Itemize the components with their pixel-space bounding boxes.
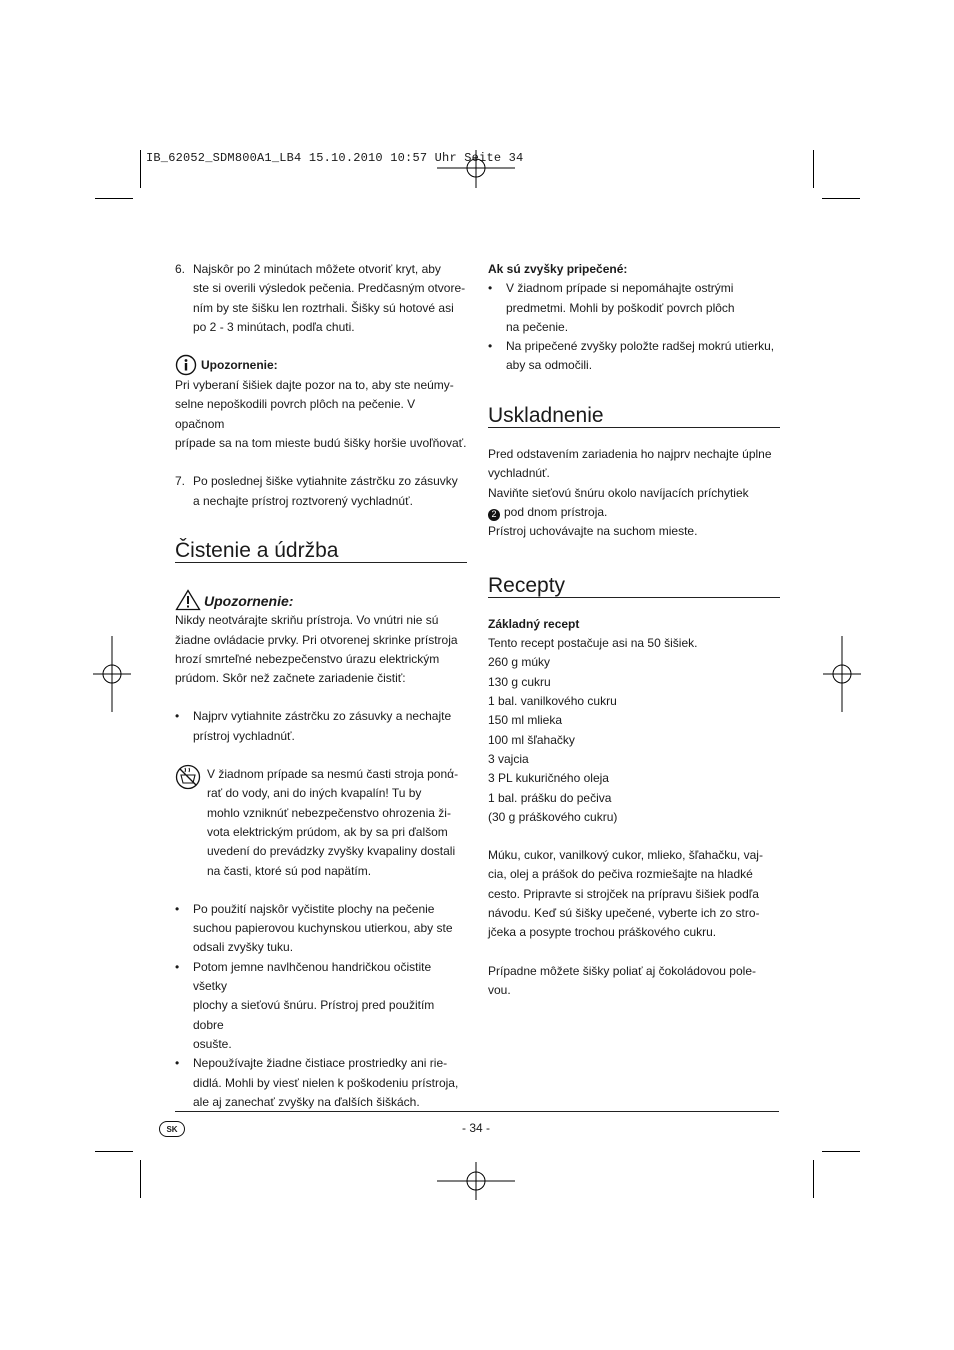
list-item: • V žiadnom prípade si nepomáhajte ostrými predmetmi. Mohli by poškodiť povrch plôch na pečenie. (488, 281, 735, 334)
info-icon (175, 354, 197, 376)
section-title-cleaning: Čistenie a údržba (175, 541, 467, 563)
footer-rule (175, 1111, 779, 1112)
right-column (488, 260, 780, 1000)
warning-block: Upozornenie: Nikdy neotvárajte skriňu prístroja. Vo vnútri nie sú žiadne ovládacie prvky. Pri otvorenej skrinke prístroja hrozí smrteľné nebezpečenstvo úrazu elektrickým prúdom. Skôr než začnete zariadenie čistiť: (175, 589, 467, 688)
print-header: IB_62052_SDM800A1_LB4 15.10.2010 10:57 Uhr Seite 34 (146, 151, 524, 165)
section-title-storage: Uskladnenie (488, 406, 780, 428)
list-item: • Na pripečené zvyšky položte radšej mokrú utierku, aby sa odmočili. (488, 339, 775, 373)
language-badge: SK (159, 1121, 185, 1137)
warning-triangle-icon (175, 589, 201, 611)
basic-recipe: Základný recept Tento recept postačuje asi na 50 šišiek. 260 g múky 130 g cukru 1 bal. vanilkového cukru 150 ml mlieka 100 ml šľahačky 3 vajcia 3 PL kukuričného oleja 1 bal. prášku do pečiva (30 g práškového cukru) (488, 616, 698, 824)
no-water-note: V žiadnom prípade sa nesmú časti stroja ponά- rať do vody, ani do iných kvapalín! Tu by mohlo vzniknúť nebezpečenstvo ohrozenia ži- vota elektrickým prúdom, ak by sa pri ďalšom uvedení do prevádzky zvyšky kvapaliny dostali na časti, ktoré sú pod napätím. (175, 765, 467, 881)
storage-text: Pred odstavením zariadenia ho najprv nechajte úplne vychladnúť. Naviňte sieťovú šnúru okolo navíjacích príchytiek 2 pod dnom prístroja. Prístroj uchovávajte na suchom mieste. (488, 447, 772, 539)
list-item: • Potom jemne navlhčenou handričkou očistite všetky plochy a sieťovú šnúru. Prístroj pred použitím dobre osušte. (175, 959, 435, 1051)
step-7: 7. Po poslednej šiške vytiahnite zástrčku zo zásuvky a nechajte prístroj roztvorený vychladnúť. (175, 474, 458, 508)
note-info: Upozornenie: Pri vyberaní šišiek dajte pozor na to, aby ste neúmy- selne nepoškodili povrch plôch na pečenie. V opačnom prípade sa na tom mieste budú šišky horšie uvoľňovať. (175, 354, 467, 453)
section-title-recipes: Recepty (488, 576, 780, 598)
step-6: 6. Najskôr po 2 minútach môžete otvoriť kryt, aby ste si overili výsledok pečenia. Predčasným otvore- ním by ste šišku len roztrhali. Šišky sú hotové asi po 2 - 3 minútach, podľa chuti. (175, 262, 466, 334)
cleaning-bullets (175, 900, 467, 1112)
page-number: - 34 - (461, 1121, 490, 1135)
left-column (175, 260, 467, 1112)
list-item: • Najprv vytiahnite zástrčku zo zásuvky a nechajte prístroj vychladnúť. (175, 709, 452, 743)
number-badge: 2 (488, 509, 500, 521)
recipe-method: Múku, cukor, vanilkový cukor, mlieko, šľahačku, vaj- cia, olej a prášok do pečiva rozmiešajte na hladké cesto. Pripravte si strojček na prípravu šišiek podľa návodu. Keď sú šišky upečené, vyberte ich zo stro- jčeka a posypte trochou práškového cukru. (488, 848, 763, 940)
no-water-icon (175, 764, 201, 790)
list-item: • Nepoužívajte žiadne čistiace prostriedky ani rie- didlá. Mohli by viesť nielen k poškodeniu prístroja, ale aj zanechať zvyšky na ďalších šiškách. (175, 1056, 459, 1109)
recipe-glaze: Prípadne môžete šišky poliať aj čokoládovou pole- vou. (488, 963, 756, 997)
list-item: • Po použití najskôr vyčistite plochy na pečenie suchou papierovou kuchynskou utierkou, aby ste odsali zvyšky tuku. (175, 901, 453, 955)
residue-title: Ak sú zvyšky pripečené: (488, 262, 628, 276)
